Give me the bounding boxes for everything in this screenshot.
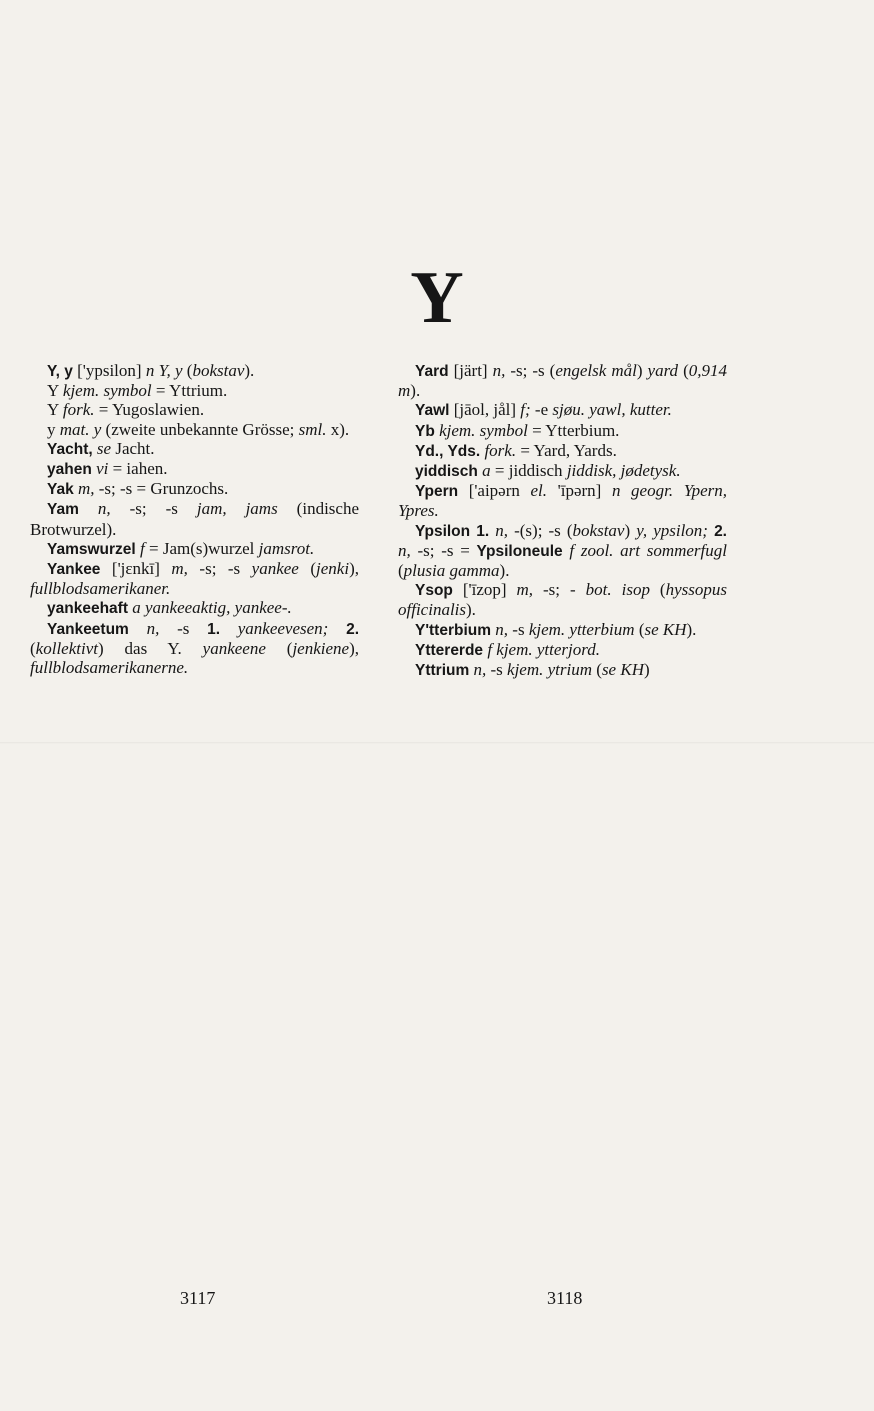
dictionary-entry: [30, 459, 359, 479]
entry-text: (: [634, 619, 645, 639]
italic-text: kjem. symbol: [439, 420, 528, 440]
italic-text: sjøu. yawl, kutter.: [552, 400, 672, 420]
dictionary-entry: [30, 479, 359, 499]
italic-text: kollektivt: [35, 638, 98, 658]
italic-text: fork.: [62, 400, 95, 420]
italic-text: 0,914 m: [398, 361, 727, 401]
entry-text: -s; -s: [187, 559, 252, 579]
entry-text: ): [636, 361, 648, 380]
italic-text: mat. y: [59, 419, 102, 439]
bold-text: 2.: [714, 522, 727, 540]
italic-text: yankeevesen;: [237, 618, 329, 638]
italic-text: bot. isop: [585, 580, 650, 600]
italic-text: f zool. art sommerfugl: [569, 540, 727, 560]
entry-text: = Yugoslawien.: [94, 400, 205, 420]
italic-text: kjem. ytrium: [507, 660, 593, 680]
right-column: [398, 361, 727, 680]
italic-text: sml.: [298, 419, 327, 439]
italic-text: m,: [516, 580, 534, 600]
italic-text: m,: [171, 559, 188, 579]
entry-text: -s; -s =: [410, 540, 477, 560]
bold-text: Yttererde: [415, 641, 484, 659]
dictionary-entry: [30, 420, 359, 439]
italic-text: n,: [473, 660, 487, 680]
bold-text: Ysop: [415, 582, 453, 600]
left-column: [30, 361, 359, 677]
italic-text: el.: [530, 481, 548, 501]
bold-text: Yak: [47, 481, 74, 499]
italic-text: kjem. symbol: [62, 381, 152, 401]
dictionary-entry: [398, 640, 727, 660]
page-fold-line: [0, 742, 874, 744]
italic-text: se KH: [601, 660, 644, 680]
italic-text: bokstav: [572, 520, 625, 540]
entry-text: (indische Brotwurzel).: [30, 499, 359, 539]
bold-text: 2.: [346, 620, 360, 638]
entry-text: ) das Y.: [97, 638, 203, 658]
bold-text: Yttrium: [415, 662, 470, 680]
entry-text: -s: [486, 660, 508, 680]
italic-text: jam, jams: [196, 499, 278, 519]
entry-text: (: [30, 638, 36, 658]
italic-text: n,: [495, 619, 509, 639]
entry-text: (: [678, 361, 689, 380]
bold-text: Ypsiloneule: [476, 542, 563, 560]
italic-text: a yankeeaktig, yankee-.: [132, 598, 292, 618]
entry-text: ).: [244, 361, 255, 380]
dictionary-entry: [30, 559, 359, 598]
entry-text: [jāol, jål]: [449, 400, 521, 420]
italic-text: jiddisk, jødetysk.: [566, 461, 681, 481]
italic-text: n Y, y: [145, 361, 183, 380]
italic-text: yankee: [251, 559, 299, 579]
italic-text: f: [140, 538, 145, 558]
entry-text: (: [592, 660, 602, 680]
bold-text: Y, y: [47, 363, 73, 380]
italic-text: bokstav: [192, 361, 245, 380]
bold-text: Yawl: [415, 402, 450, 420]
dictionary-entry: [30, 400, 359, 419]
dictionary-entry: [398, 660, 727, 680]
entry-text: -s: [508, 619, 529, 639]
italic-text: jamsrot.: [258, 538, 315, 558]
italic-text: a: [482, 461, 491, 481]
entry-text: -s; -s: [110, 499, 197, 519]
dictionary-entry: [398, 400, 727, 420]
dictionary-entry: [398, 580, 727, 619]
entry-text: -s; -s = Grunzochs.: [94, 479, 229, 499]
dictionary-entry: [398, 421, 727, 441]
italic-text: hyssopus officinalis: [398, 580, 727, 620]
entry-text: = jiddisch: [490, 461, 567, 481]
bold-text: Yankee: [47, 561, 101, 579]
entry-text: [79, 499, 98, 518]
dictionary-entry: [30, 499, 359, 538]
italic-text: yankeene: [202, 638, 266, 658]
dictionary-entry: [30, 539, 359, 559]
entry-text: ['aipərn: [458, 481, 531, 501]
entry-text: = Ytterbium.: [527, 420, 620, 440]
entry-text: Y: [47, 381, 63, 401]
entry-text: ),: [349, 559, 359, 579]
bold-text: Yd., Yds.: [415, 442, 481, 460]
italic-text: fullblodsamerikaner.: [30, 579, 171, 599]
italic-text: n,: [492, 361, 506, 380]
entry-text: [järt]: [448, 361, 493, 380]
italic-text: yard: [647, 361, 679, 380]
italic-text: fork.: [484, 440, 517, 460]
bold-text: Yacht,: [47, 440, 93, 458]
entry-text: -(s); -s (: [508, 520, 573, 540]
bold-text: yiddisch: [415, 463, 478, 481]
entry-text: Y: [47, 400, 63, 420]
italic-text: fullblodsamerikanerne.: [30, 658, 189, 678]
dictionary-entry: [398, 481, 727, 520]
entry-text: ).: [686, 619, 697, 639]
entry-text: ).: [466, 600, 476, 620]
bold-text: Yamswurzel: [47, 540, 136, 558]
entry-text: [328, 619, 346, 638]
bold-text: yahen: [47, 461, 92, 479]
entry-text: [129, 619, 147, 638]
page-number-left: 3117: [180, 1288, 216, 1308]
italic-text: plusia gamma: [403, 561, 500, 581]
dictionary-entry: [398, 620, 727, 640]
dictionary-entry: [30, 619, 359, 678]
entry-text: ): [643, 660, 650, 680]
dictionary-entry: [398, 441, 727, 461]
italic-text: engelsk mål: [555, 361, 637, 380]
italic-text: n geogr. Ypern, Ypres.: [398, 481, 727, 521]
entry-text: ['īzop]: [452, 580, 517, 600]
italic-text: jenki: [316, 559, 350, 579]
entry-text: ).: [499, 561, 510, 581]
entry-text: (: [265, 638, 293, 658]
bold-text: yankeehaft: [47, 600, 128, 618]
entry-text: -s; -s (: [505, 361, 556, 380]
bold-text: 1.: [476, 522, 490, 540]
italic-text: f kjem. ytterjord.: [487, 639, 600, 659]
dictionary-entry: [30, 381, 359, 400]
italic-text: m,: [77, 479, 95, 499]
entry-text: -e: [530, 400, 553, 420]
entry-text: ['jɛnkī]: [100, 559, 172, 579]
entry-text: ['ypsilon]: [72, 361, 146, 380]
dictionary-entry: [398, 361, 727, 400]
entry-text: 'īpərn]: [547, 481, 612, 501]
italic-text: se: [96, 438, 112, 458]
italic-text: n,: [495, 520, 508, 540]
entry-text: y: [47, 419, 60, 439]
page-number-right: 3118: [547, 1288, 583, 1308]
italic-text: kjem. ytterbium: [528, 619, 635, 639]
entry-text: = Yard, Yards.: [516, 440, 617, 460]
entry-text: -s: [159, 618, 208, 638]
entry-text: x).: [326, 419, 350, 439]
italic-text: n,: [97, 499, 111, 519]
entry-text: (: [649, 580, 666, 600]
entry-text: [220, 619, 238, 638]
bold-text: Yankeetum: [47, 620, 129, 638]
dictionary-entry: [398, 461, 727, 481]
dictionary-entry: [398, 521, 727, 581]
italic-text: y, ypsilon;: [636, 520, 708, 540]
section-letter: Y: [410, 257, 464, 339]
bold-text: 1.: [207, 620, 221, 638]
italic-text: n,: [398, 540, 411, 560]
entry-text: (: [398, 561, 404, 581]
dictionary-entry: [30, 439, 359, 459]
dictionary-entry: [30, 361, 359, 381]
dictionary-entry: [30, 598, 359, 618]
entry-text: (zweite unbekannte Grösse;: [101, 419, 299, 439]
entry-text: = Yttrium.: [151, 381, 228, 401]
bold-text: Ypern: [415, 483, 459, 501]
italic-text: f;: [520, 400, 531, 420]
italic-text: se KH: [644, 619, 687, 639]
entry-text: Jacht.: [111, 438, 155, 458]
entry-text: ),: [349, 638, 359, 658]
bold-text: Y'tterbium: [415, 621, 492, 639]
bold-text: Yard: [415, 363, 449, 380]
entry-text: ).: [410, 381, 421, 401]
italic-text: n,: [146, 618, 160, 638]
entry-text: (: [182, 361, 193, 380]
bold-text: Yam: [47, 501, 79, 519]
entry-text: = Jam(s)wurzel: [144, 538, 259, 558]
entry-text: (: [298, 559, 317, 579]
entry-text: = iahen.: [108, 459, 168, 479]
entry-text: ): [624, 520, 637, 540]
bold-text: Ypsilon: [415, 522, 471, 540]
bold-text: Yb: [415, 422, 435, 440]
entry-text: -s; -: [533, 580, 586, 600]
italic-text: jenkiene: [292, 638, 350, 658]
italic-text: vi: [96, 459, 109, 479]
